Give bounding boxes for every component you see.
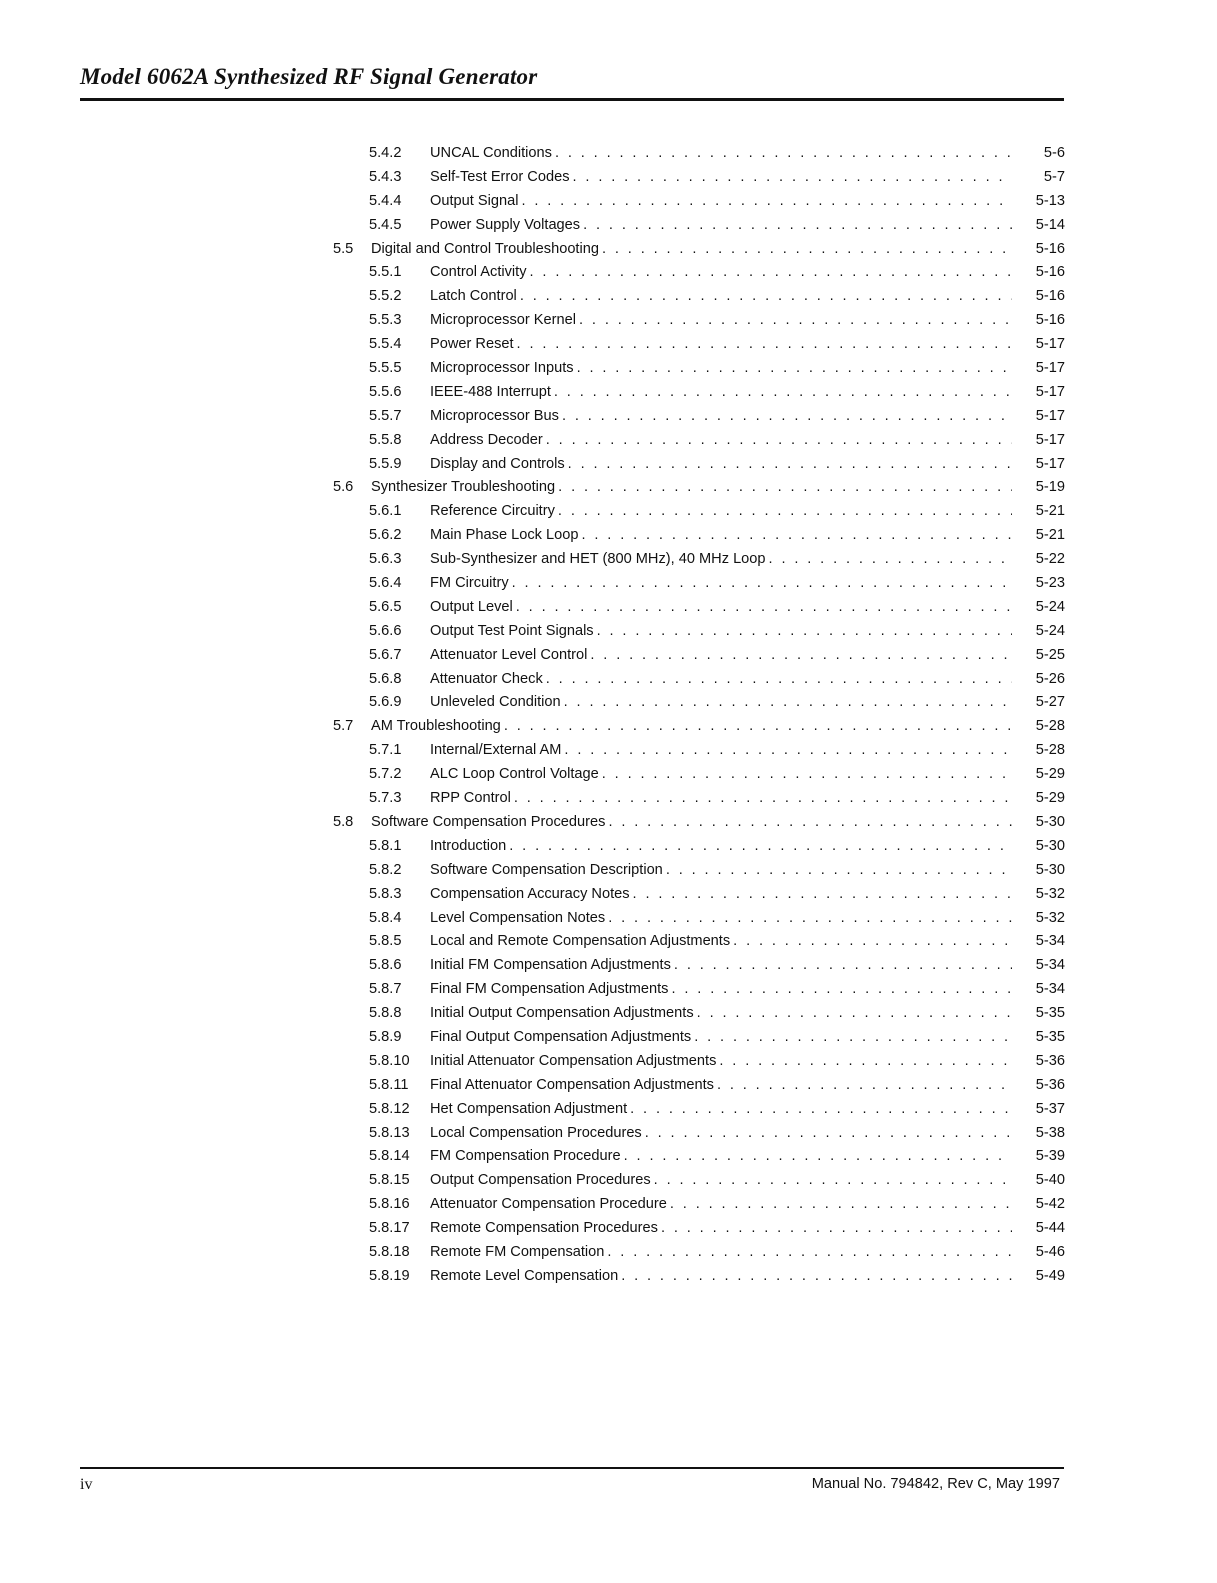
dot-leader <box>668 978 1012 1002</box>
toc-entry-number: 5.6.1 <box>369 503 402 520</box>
toc-entry-title: Main Phase Lock Loop <box>430 527 579 544</box>
toc-subsection-entry <box>0 668 1217 692</box>
toc-entry-title-line <box>430 644 1012 668</box>
dot-leader <box>621 1145 1012 1169</box>
toc-subsection-entry <box>0 1122 1217 1146</box>
dot-leader <box>627 1098 1012 1122</box>
toc-entry-title: UNCAL Conditions <box>430 145 552 161</box>
toc-entry-page: 5-6 <box>1043 145 1065 161</box>
toc-subsection-entry <box>0 548 1217 572</box>
toc-entry-number: 5.6.2 <box>369 527 402 544</box>
toc-entry-number: 5.8.19 <box>369 1267 410 1284</box>
toc-entry-title-line <box>430 1265 1012 1289</box>
toc-entry-title-line <box>430 1241 1012 1265</box>
toc-entry-page: 5-35 <box>1035 1028 1065 1045</box>
toc-subsection-entry <box>0 1241 1217 1265</box>
toc-entry-title: Introduction <box>430 837 507 854</box>
dot-leader <box>714 1074 1012 1098</box>
toc-entry-page: 5-32 <box>1035 885 1065 902</box>
toc-entry-title: Power Supply Voltages <box>430 216 581 233</box>
dot-leader <box>514 333 1012 357</box>
toc-entry-title: Attenuator Check <box>430 670 543 687</box>
dot-leader <box>561 739 1012 763</box>
toc-entry-title-line <box>430 357 1012 381</box>
toc-entry-title: Microprocessor Bus <box>430 407 559 424</box>
toc-entry-title: Remote FM Compensation <box>430 1243 605 1260</box>
toc-entry-page: 5-27 <box>1035 694 1065 711</box>
table-of-contents <box>0 142 1217 1289</box>
toc-entry-title: Digital and Control Troubleshooting <box>371 240 599 257</box>
toc-entry-page: 5-17 <box>1035 455 1065 472</box>
toc-entry-number: 5.5 <box>333 240 354 257</box>
toc-entry-title: Het Compensation Adjustment <box>430 1100 628 1117</box>
toc-entry-page: 5-39 <box>1035 1148 1065 1165</box>
toc-subsection-entry <box>0 214 1217 238</box>
toc-entry-title: FM Circuitry <box>430 575 509 592</box>
toc-subsection-entry <box>0 524 1217 548</box>
toc-entry-number: 5.4.3 <box>369 168 402 185</box>
dot-leader <box>594 620 1012 644</box>
manual-info: Manual No. 794842, Rev C, May 1997 <box>811 1476 1060 1492</box>
toc-entry-page: 5-40 <box>1035 1172 1065 1189</box>
dot-leader <box>518 190 1012 214</box>
toc-entry-title-line <box>430 309 1012 333</box>
toc-entry-title-line <box>430 429 1012 453</box>
dot-leader <box>580 214 1012 238</box>
dot-leader <box>667 1193 1012 1217</box>
toc-entry-number: 5.8.1 <box>369 837 402 854</box>
toc-subsection-entry <box>0 453 1217 477</box>
toc-entry-title: Control Activity <box>430 264 527 281</box>
toc-entry-title: Initial Output Compensation Adjustments <box>430 1005 694 1022</box>
toc-entry-number: 5.8.4 <box>369 909 402 926</box>
toc-entry-page: 5-21 <box>1035 503 1065 520</box>
toc-entry-number: 5.8.8 <box>369 1005 402 1022</box>
toc-entry-number: 5.6.8 <box>369 670 402 687</box>
toc-entry-page: 5-19 <box>1035 479 1065 496</box>
toc-entry-number: 5.5.4 <box>369 336 402 353</box>
toc-entry-page: 5-32 <box>1035 909 1065 926</box>
toc-entry-number: 5.5.2 <box>369 288 402 305</box>
toc-subsection-entry <box>0 859 1217 883</box>
document-header-title: Model 6062A Synthesized RF Signal Generator <box>80 64 538 89</box>
toc-entry-title-line <box>430 787 1012 811</box>
toc-entry-title: Attenuator Compensation Procedure <box>430 1196 667 1213</box>
toc-entry-title: Final Output Compensation Adjustments <box>430 1028 692 1045</box>
toc-entry-page: 5-16 <box>1035 312 1065 329</box>
toc-entry-page: 5-30 <box>1035 813 1065 830</box>
toc-entry-title-line <box>430 954 1012 978</box>
dot-leader <box>574 357 1012 381</box>
toc-entry-title-line <box>430 381 1012 405</box>
toc-entry-number: 5.7.2 <box>369 766 402 783</box>
toc-entry-title: ALC Loop Control Voltage <box>430 766 599 783</box>
toc-subsection-entry <box>0 907 1217 931</box>
toc-subsection-entry <box>0 739 1217 763</box>
toc-entry-page: 5-36 <box>1035 1052 1065 1069</box>
toc-entry-page: 5-29 <box>1035 790 1065 807</box>
toc-entry-number: 5.5.5 <box>369 360 402 377</box>
dot-leader <box>605 811 1012 835</box>
toc-entry-page: 5-17 <box>1035 383 1065 400</box>
toc-entry-title: Initial FM Compensation Adjustments <box>430 957 671 974</box>
toc-subsection-entry <box>0 978 1217 1002</box>
toc-entry-title: Final Attenuator Compensation Adjustments <box>430 1076 714 1093</box>
toc-entry-title: Output Test Point Signals <box>430 622 594 639</box>
toc-subsection-entry <box>0 285 1217 309</box>
toc-entry-page: 5-24 <box>1035 622 1065 639</box>
toc-entry-number: 5.8.9 <box>369 1028 402 1045</box>
toc-subsection-entry <box>0 1026 1217 1050</box>
toc-entry-title: Power Reset <box>430 336 514 353</box>
toc-entry-title: Self-Test Error Codes <box>430 168 570 185</box>
toc-entry-title-line <box>430 166 1012 190</box>
toc-entry-number: 5.8.18 <box>369 1243 410 1260</box>
toc-entry-title-line <box>430 1122 1012 1146</box>
toc-entry-number: 5.8.3 <box>369 885 402 902</box>
dot-leader <box>599 763 1012 787</box>
toc-entry-title: Software Compensation Description <box>430 861 663 878</box>
toc-entry-title-line <box>430 763 1012 787</box>
toc-subsection-entry <box>0 1145 1217 1169</box>
dot-leader <box>543 668 1012 692</box>
dot-leader <box>642 1122 1012 1146</box>
toc-entry-title-line <box>430 1050 1012 1074</box>
dot-leader <box>658 1217 1012 1241</box>
toc-subsection-entry <box>0 1265 1217 1289</box>
toc-subsection-entry <box>0 357 1217 381</box>
dot-leader <box>509 572 1012 596</box>
toc-entry-title-line <box>430 1026 1012 1050</box>
dot-leader <box>694 1002 1012 1026</box>
toc-entry-page: 5-17 <box>1035 360 1065 377</box>
toc-subsection-entry <box>0 763 1217 787</box>
toc-entry-page: 5-17 <box>1035 407 1065 424</box>
toc-entry-title: Output Compensation Procedures <box>430 1172 651 1189</box>
toc-entry-number: 5.6.5 <box>369 598 402 615</box>
dot-leader <box>513 596 1012 620</box>
toc-entry-title-line <box>430 190 1012 214</box>
toc-entry-title: Final FM Compensation Adjustments <box>430 981 669 998</box>
toc-entry-title-line <box>430 930 1012 954</box>
toc-entry-number: 5.5.9 <box>369 455 402 472</box>
toc-entry-number: 5.8.16 <box>369 1196 410 1213</box>
toc-entry-page: 5-16 <box>1035 288 1065 305</box>
toc-entry-title: Compensation Accuracy Notes <box>430 885 630 902</box>
toc-entry-title: Sub-Synthesizer and HET (800 MHz), 40 MHz Loop <box>430 551 766 568</box>
toc-subsection-entry <box>0 381 1217 405</box>
toc-entry-page: 5-28 <box>1035 718 1065 735</box>
dot-leader <box>551 381 1012 405</box>
toc-entry-title-line <box>371 811 1012 835</box>
dot-leader <box>552 142 1012 166</box>
dot-leader <box>730 930 1012 954</box>
toc-entry-title-line <box>430 1098 1012 1122</box>
toc-entry-title: FM Compensation Procedure <box>430 1148 621 1165</box>
toc-subsection-entry <box>0 500 1217 524</box>
toc-entry-page: 5-37 <box>1035 1100 1065 1117</box>
toc-entry-page: 5-49 <box>1035 1267 1065 1284</box>
toc-entry-number: 5.8.11 <box>369 1076 409 1093</box>
toc-entry-number: 5.8.13 <box>369 1124 410 1141</box>
toc-entry-page: 5-46 <box>1035 1243 1065 1260</box>
page-number: iv <box>80 1476 93 1493</box>
toc-entry-number: 5.6 <box>333 479 354 496</box>
dot-leader <box>527 261 1012 285</box>
toc-section-entry <box>0 715 1217 739</box>
dot-leader <box>630 883 1012 907</box>
toc-entry-number: 5.7.3 <box>369 790 402 807</box>
toc-entry-title: Address Decoder <box>430 431 543 448</box>
toc-entry-number: 5.7 <box>333 718 354 735</box>
toc-subsection-entry <box>0 691 1217 715</box>
toc-entry-title: Remote Level Compensation <box>430 1267 619 1284</box>
toc-subsection-entry <box>0 572 1217 596</box>
toc-entry-number: 5.5.8 <box>369 431 402 448</box>
toc-subsection-entry <box>0 142 1217 166</box>
toc-entry-title: Initial Attenuator Compensation Adjustments <box>430 1052 717 1069</box>
toc-entry-number: 5.6.9 <box>369 694 402 711</box>
toc-entry-page: 5-38 <box>1035 1124 1065 1141</box>
toc-entry-page: 5-34 <box>1035 933 1065 950</box>
toc-entry-title-line <box>430 261 1012 285</box>
toc-entry-title: IEEE-488 Interrupt <box>430 383 551 400</box>
toc-entry-title: Latch Control <box>430 288 517 305</box>
dot-leader <box>559 405 1012 429</box>
toc-entry-title: AM Troubleshooting <box>371 718 501 735</box>
dot-leader <box>561 691 1012 715</box>
toc-entry-page: 5-44 <box>1035 1220 1065 1237</box>
toc-entry-title-line <box>371 476 1012 500</box>
toc-subsection-entry <box>0 429 1217 453</box>
toc-entry-page: 5-30 <box>1035 837 1065 854</box>
toc-entry-title-line <box>430 1169 1012 1193</box>
toc-entry-number: 5.7.1 <box>369 742 402 759</box>
dot-leader <box>570 166 1013 190</box>
toc-entry-title: Synthesizer Troubleshooting <box>371 479 556 496</box>
toc-subsection-entry <box>0 954 1217 978</box>
toc-section-entry <box>0 238 1217 262</box>
toc-subsection-entry <box>0 835 1217 859</box>
toc-section-entry <box>0 811 1217 835</box>
toc-subsection-entry <box>0 405 1217 429</box>
toc-entry-title-line <box>430 907 1012 931</box>
dot-leader <box>605 907 1012 931</box>
toc-entry-page: 5-28 <box>1035 742 1065 759</box>
toc-entry-number: 5.6.6 <box>369 622 402 639</box>
toc-entry-page: 5-22 <box>1035 551 1065 568</box>
toc-entry-title: Remote Compensation Procedures <box>430 1220 658 1237</box>
toc-entry-number: 5.4.4 <box>369 192 402 209</box>
dot-leader <box>663 859 1012 883</box>
dot-leader <box>565 453 1012 477</box>
toc-entry-number: 5.8.6 <box>369 957 402 974</box>
toc-entry-title: Level Compensation Notes <box>430 909 606 926</box>
toc-entry-title-line <box>430 978 1012 1002</box>
toc-entry-page: 5-21 <box>1035 527 1065 544</box>
dot-leader <box>716 1050 1012 1074</box>
toc-entry-number: 5.8.10 <box>369 1052 410 1069</box>
toc-entry-number: 5.5.7 <box>369 407 402 424</box>
toc-entry-number: 5.6.4 <box>369 575 402 592</box>
toc-entry-title: Reference Circuitry <box>430 503 555 520</box>
toc-entry-title: Software Compensation Procedures <box>371 813 606 830</box>
toc-entry-number: 5.8 <box>333 813 354 830</box>
toc-entry-title-line <box>430 835 1012 859</box>
toc-entry-page: 5-13 <box>1035 192 1065 209</box>
toc-entry-page: 5-23 <box>1035 575 1065 592</box>
toc-subsection-entry <box>0 1002 1217 1026</box>
toc-entry-number: 5.5.6 <box>369 383 402 400</box>
toc-subsection-entry <box>0 644 1217 668</box>
toc-entry-title-line <box>430 572 1012 596</box>
toc-entry-title-line <box>430 1217 1012 1241</box>
toc-entry-title-line <box>430 333 1012 357</box>
toc-entry-number: 5.8.7 <box>369 981 402 998</box>
toc-subsection-entry <box>0 620 1217 644</box>
dot-leader <box>599 238 1012 262</box>
toc-entry-page: 5-24 <box>1035 598 1065 615</box>
toc-subsection-entry <box>0 1169 1217 1193</box>
toc-subsection-entry <box>0 333 1217 357</box>
dot-leader <box>766 548 1012 572</box>
toc-entry-title-line <box>371 715 1012 739</box>
toc-entry-number: 5.8.14 <box>369 1148 410 1165</box>
toc-subsection-entry <box>0 596 1217 620</box>
toc-entry-title: Output Level <box>430 598 513 615</box>
footer-rule <box>80 1467 1064 1469</box>
toc-entry-page: 5-16 <box>1035 264 1065 281</box>
toc-entry-title: RPP Control <box>430 790 511 807</box>
toc-entry-number: 5.8.5 <box>369 933 402 950</box>
dot-leader <box>555 476 1012 500</box>
toc-entry-number: 5.8.15 <box>369 1172 410 1189</box>
toc-entry-page: 5-36 <box>1035 1076 1065 1093</box>
toc-entry-title-line <box>430 596 1012 620</box>
dot-leader <box>587 644 1012 668</box>
dot-leader <box>511 787 1012 811</box>
toc-subsection-entry <box>0 166 1217 190</box>
toc-entry-title: Display and Controls <box>430 455 565 472</box>
toc-entry-title-line <box>430 1002 1012 1026</box>
toc-entry-page: 5-42 <box>1035 1196 1065 1213</box>
dot-leader <box>555 500 1012 524</box>
toc-entry-page: 5-30 <box>1035 861 1065 878</box>
dot-leader <box>576 309 1012 333</box>
toc-subsection-entry <box>0 787 1217 811</box>
toc-entry-title-line <box>430 883 1012 907</box>
toc-entry-title-line <box>430 691 1012 715</box>
toc-entry-title-line <box>430 453 1012 477</box>
toc-entry-page: 5-34 <box>1035 981 1065 998</box>
toc-entry-title-line <box>430 1074 1012 1098</box>
toc-subsection-entry <box>0 1098 1217 1122</box>
toc-section-entry <box>0 476 1217 500</box>
toc-entry-number: 5.6.3 <box>369 551 402 568</box>
dot-leader <box>618 1265 1012 1289</box>
toc-entry-title-line <box>430 548 1012 572</box>
toc-entry-number: 5.8.2 <box>369 861 402 878</box>
dot-leader <box>543 429 1012 453</box>
dot-leader <box>517 285 1012 309</box>
toc-entry-page: 5-26 <box>1035 670 1065 687</box>
toc-entry-page: 5-17 <box>1035 431 1065 448</box>
toc-entry-title-line <box>430 1145 1012 1169</box>
toc-entry-title-line <box>430 405 1012 429</box>
toc-entry-page: 5-14 <box>1035 216 1065 233</box>
dot-leader <box>691 1026 1012 1050</box>
toc-entry-number: 5.5.1 <box>369 264 402 281</box>
dot-leader <box>671 954 1012 978</box>
toc-entry-title: Internal/External AM <box>430 742 562 759</box>
toc-subsection-entry <box>0 261 1217 285</box>
toc-entry-number: 5.8.17 <box>369 1220 410 1237</box>
toc-subsection-entry <box>0 1217 1217 1241</box>
header-rule <box>80 98 1064 101</box>
toc-entry-number: 5.6.7 <box>369 646 402 663</box>
toc-entry-number: 5.4.5 <box>369 216 402 233</box>
toc-subsection-entry <box>0 930 1217 954</box>
toc-entry-page: 5-35 <box>1035 1005 1065 1022</box>
toc-entry-page: 5-16 <box>1035 240 1065 257</box>
toc-subsection-entry <box>0 1050 1217 1074</box>
toc-entry-title: Microprocessor Inputs <box>430 360 574 377</box>
toc-entry-number: 5.4.2 <box>369 145 402 161</box>
toc-entry-title-line <box>430 620 1012 644</box>
toc-entry-number: 5.5.3 <box>369 312 402 329</box>
toc-entry-title: Attenuator Level Control <box>430 646 588 663</box>
toc-subsection-entry <box>0 1193 1217 1217</box>
toc-entry-page: 5-34 <box>1035 957 1065 974</box>
toc-entry-title: Output Signal <box>430 192 519 209</box>
toc-entry-title-line <box>430 285 1012 309</box>
toc-subsection-entry <box>0 190 1217 214</box>
toc-entry-page: 5-29 <box>1035 766 1065 783</box>
toc-entry-title: Microprocessor Kernel <box>430 312 576 329</box>
toc-entry-title-line <box>430 1193 1012 1217</box>
toc-entry-title-line <box>430 524 1012 548</box>
toc-subsection-entry <box>0 1074 1217 1098</box>
dot-leader <box>604 1241 1012 1265</box>
toc-entry-title-line <box>430 214 1012 238</box>
toc-entry-page: 5-17 <box>1035 336 1065 353</box>
toc-subsection-entry <box>0 309 1217 333</box>
toc-entry-number: 5.8.12 <box>369 1100 410 1117</box>
toc-entry-title-line <box>430 500 1012 524</box>
toc-entry-title-line <box>430 142 1012 166</box>
toc-entry-title-line <box>430 668 1012 692</box>
toc-subsection-entry <box>0 883 1217 907</box>
dot-leader <box>506 835 1012 859</box>
toc-entry-title: Local Compensation Procedures <box>430 1124 642 1141</box>
dot-leader <box>651 1169 1012 1193</box>
dot-leader <box>578 524 1012 548</box>
toc-entry-page: 5-25 <box>1035 646 1065 663</box>
dot-leader <box>501 715 1012 739</box>
toc-entry-title-line <box>430 739 1012 763</box>
toc-entry-title: Unleveled Condition <box>430 694 561 711</box>
toc-entry-title: Local and Remote Compensation Adjustments <box>430 933 731 950</box>
toc-entry-page: 5-7 <box>1043 168 1065 185</box>
toc-entry-title-line <box>430 859 1012 883</box>
toc-entry-title-line <box>371 238 1012 262</box>
